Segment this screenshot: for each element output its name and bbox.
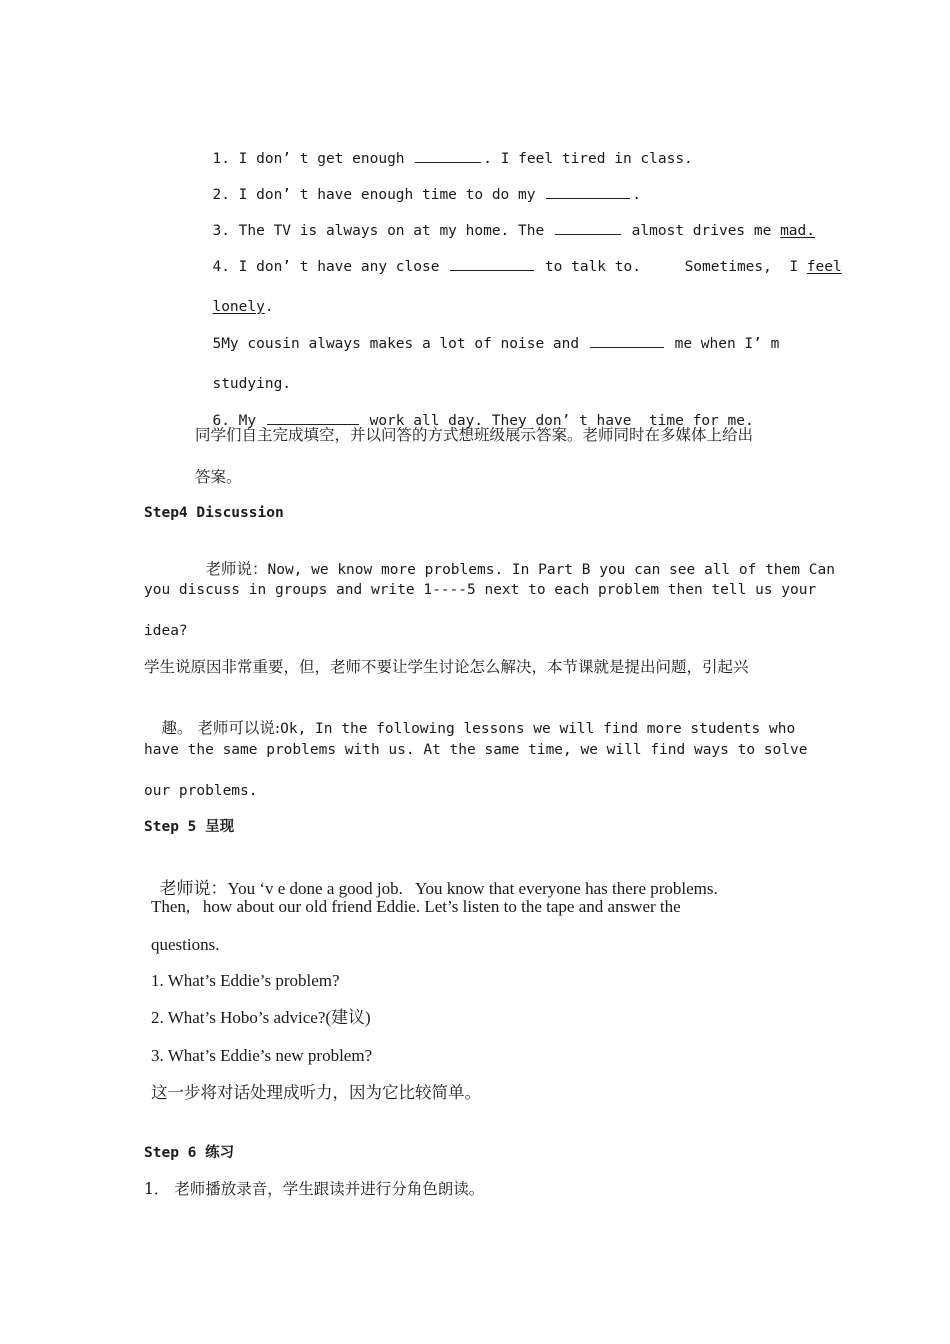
step6-heading: Step 6 练习 — [144, 1145, 235, 1161]
exercise-item-4 — [195, 236, 842, 277]
answer-blank — [546, 184, 630, 199]
item-text: 2. I don’ t have enough time to do my — [212, 187, 545, 203]
exercise-item-5 — [195, 313, 779, 354]
answer-blank — [450, 256, 534, 271]
item-text: 4. I don’ t have any close — [212, 259, 449, 275]
answer-blank — [415, 148, 481, 163]
speaker-label: 老师说： — [205, 560, 268, 578]
step5-note: 这一步将对话处理成听力，因为它比较简单。 — [151, 1083, 481, 1102]
step4-para2-line1: 学生说原因非常重要，但，老师不要让学生讨论怎么解决，本节课就是提出问题，引起兴 — [144, 658, 749, 676]
exercise-item-2 — [195, 164, 641, 205]
answer-blank — [590, 333, 664, 348]
exercise-note-line-1: 同学们自主完成填空，并以问答的方式想班级展示答案。老师同时在多媒体上给出 — [195, 426, 754, 444]
step4-para2-line4: our problems. — [144, 783, 258, 799]
step5-heading: Step 5 呈现 — [144, 819, 235, 835]
exercise-item-1 — [195, 128, 693, 169]
speaker-label: 老师说： — [159, 879, 228, 899]
paragraph-text: Ok, In the following lessons we will find more students who — [280, 721, 796, 737]
underlined-word: mad. — [780, 223, 815, 239]
step5-line-2: Then, how about our old friend Eddie. Let’s listen to the tape and answer the — [151, 897, 681, 916]
exercise-item-4-continuation — [195, 277, 274, 317]
step4-heading: Step4 Discussion — [144, 505, 284, 521]
exercise-item-3 — [195, 200, 815, 241]
exercise-note-line-2: 答案。 — [195, 468, 242, 486]
item-text: . — [632, 187, 641, 203]
answer-blank — [267, 410, 359, 425]
step4-para1-line2: you discuss in groups and write 1----5 next to each problem then tell us your — [144, 582, 817, 598]
item-text: 1. I don’ t get enough — [212, 151, 414, 167]
step5-line-3: questions. — [151, 935, 220, 954]
exercise-item-5-continuation — [195, 354, 291, 394]
step5-question-3: 3. What’s Eddie’s new problem? — [151, 1046, 373, 1065]
underlined-word: feel — [806, 259, 842, 275]
step6-item-1: 1． 老师播放录音，学生跟读并进行分角色朗读。 — [144, 1180, 485, 1198]
paragraph-text: You ‘v e done a good job. You know that everyone has there problems. — [227, 879, 718, 898]
item-text: work all day. They don’ t have time for me. — [360, 413, 754, 429]
step5-question-1: 1. What’s Eddie’s problem? — [151, 971, 340, 990]
item-text: . — [264, 299, 274, 315]
item-text: . I feel tired in class. — [483, 151, 693, 167]
step5-line-1 — [151, 859, 718, 899]
item-text: studying. — [212, 376, 292, 392]
item-text: 3. The TV is always on at my home. The — [212, 223, 553, 239]
step5-question-2: 2. What’s Hobo’s advice?(建议) — [151, 1008, 371, 1027]
item-text: 6. My — [212, 413, 265, 429]
underlined-word: lonely — [212, 299, 265, 315]
step4-para1-line1 — [188, 539, 835, 580]
step4-para2-line3: have the same problems with us. At the same time, we will find ways to solve — [144, 742, 808, 758]
paragraph-text: Now, we know more problems. In Part B you can see all of them Can — [267, 562, 835, 578]
answer-blank — [555, 220, 621, 235]
item-text: 5My cousin always makes a lot of noise and — [212, 336, 588, 352]
item-text: to talk to. Sometimes, I — [536, 259, 807, 275]
paragraph-text: 趣。 老师可以说: — [161, 719, 281, 737]
item-text: almost drives me — [622, 223, 781, 239]
item-text: me when I’ m — [665, 336, 780, 352]
step4-para2-line2 — [144, 698, 795, 739]
step4-para1-line3: idea? — [144, 623, 188, 639]
